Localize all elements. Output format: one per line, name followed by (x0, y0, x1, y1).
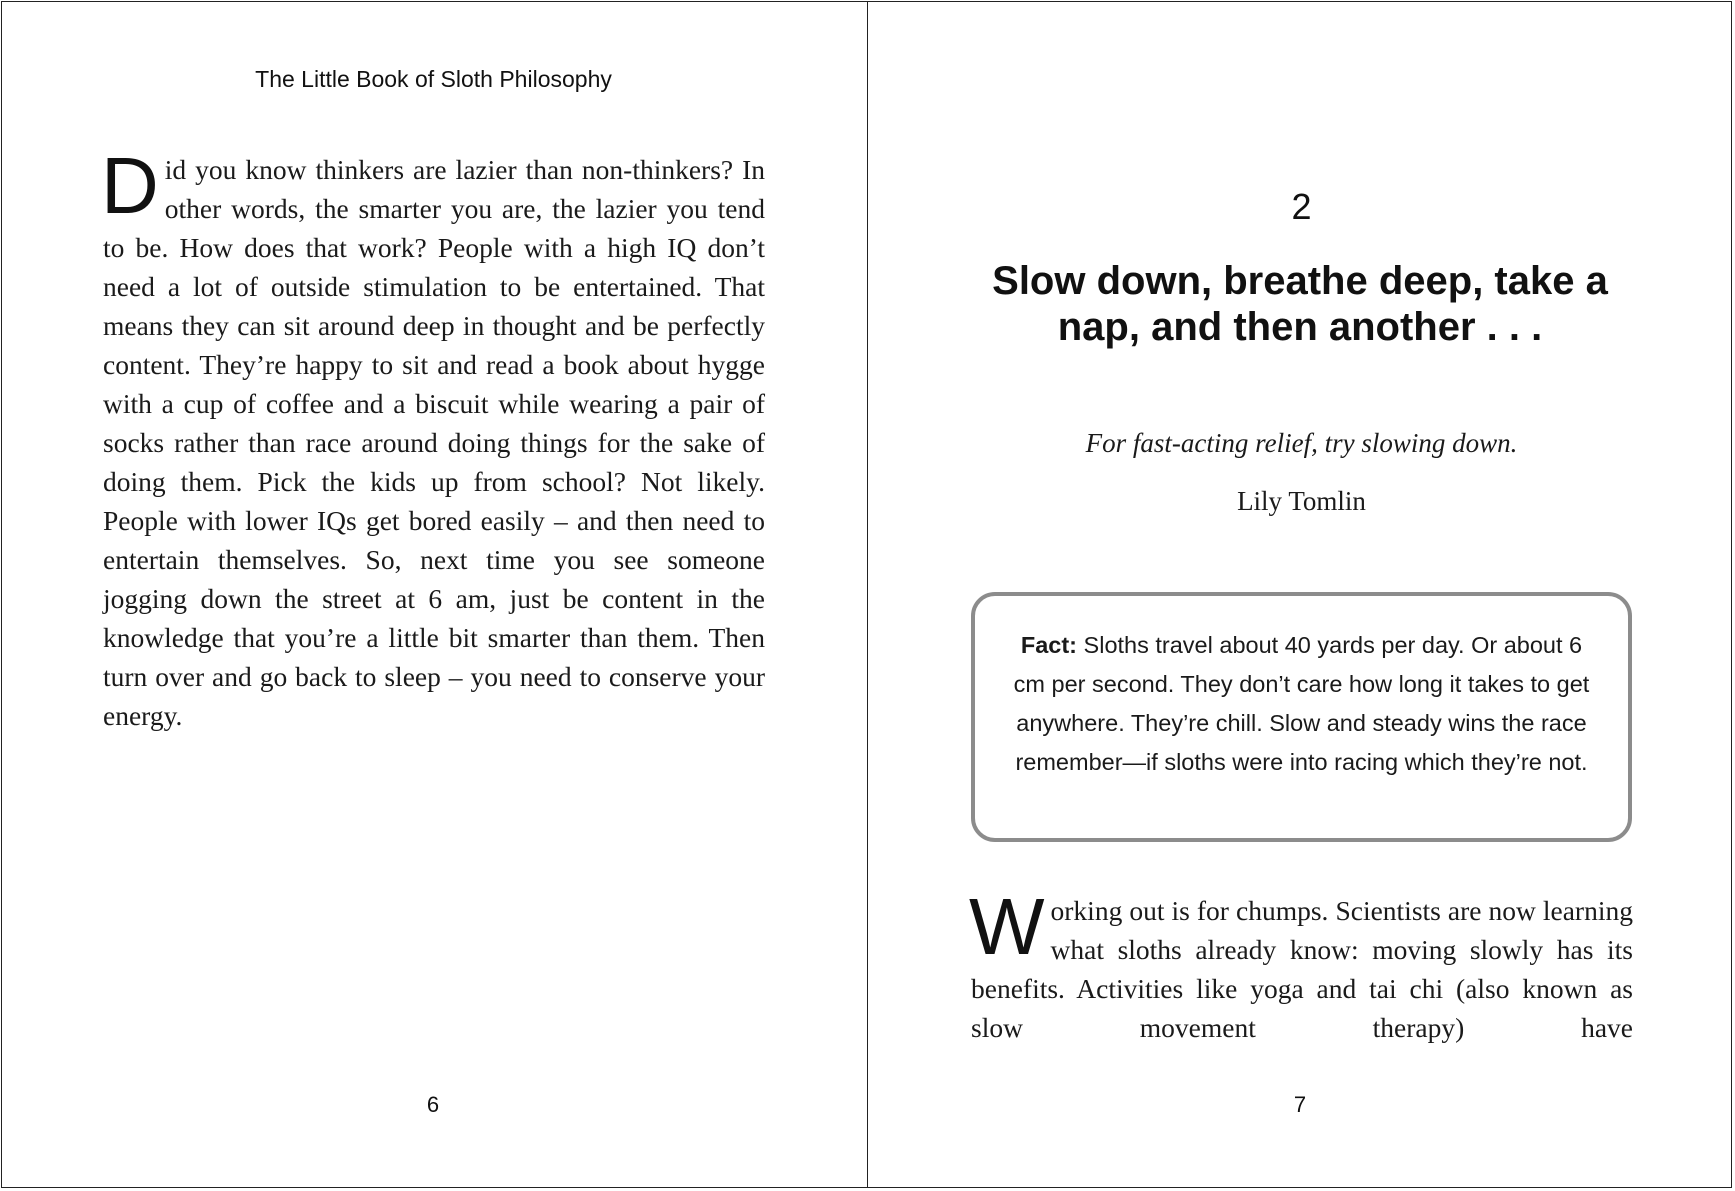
fact-text: Sloths travel about 40 yards per day. Or about 6 cm per second. They don’t care how long it takes to get anywhere. They’re chill. Slow and steady wins the race remember—if sloths were into racing which they’re not. (1013, 632, 1590, 775)
page-number-right: 7 (1293, 1092, 1307, 1117)
chapter-title: Slow down, breathe deep, take a nap, and then another . . . (992, 259, 1608, 349)
drop-cap: W (969, 882, 1045, 971)
spine-divider (867, 1, 868, 1188)
right-body-paragraph: orking out is for chumps. Scientists are now learning what sloths already know: moving slowly has its benefits. Activities like yoga and tai chi (also known as slow movement therapy) have (971, 895, 1633, 1043)
left-body-paragraph: id you know thinkers are lazier than non-thinkers? In other words, the smarter you are, the lazier you tend to be. How does that work? People with a high IQ don’t need a lot of outside stimulation to be entertained. That means they can sit around deep in thought and be perfectly content. They’re happy to sit and read a book about hygge with a cup of coffee and a biscuit while wearing a pair of socks rather than race around doing things for the sake of doing them. Pick the kids up from school? Not likely. People with lower IQs get bored easily – and then need to entertain themselves. So, next time you see someone jogging down the street at 6 am, just be content in the knowledge that you’re a little bit smarter than them. Then turn over and go back to sleep – you need to conserve your energy. (103, 154, 765, 731)
fact-label: Fact: (1020, 632, 1078, 658)
drop-cap: D (101, 141, 159, 230)
page-number-left: 6 (426, 1092, 440, 1117)
chapter-number: 2 (1291, 186, 1312, 227)
left-body-text (101, 141, 765, 735)
right-body-text (969, 882, 1633, 1047)
epigraph-attribution: Lily Tomlin (1237, 486, 1366, 516)
epigraph-quote: For fast-acting relief, try slowing down. (1085, 428, 1518, 458)
running-head: The Little Book of Sloth Philosophy (255, 66, 612, 92)
fact-box (971, 592, 1632, 842)
